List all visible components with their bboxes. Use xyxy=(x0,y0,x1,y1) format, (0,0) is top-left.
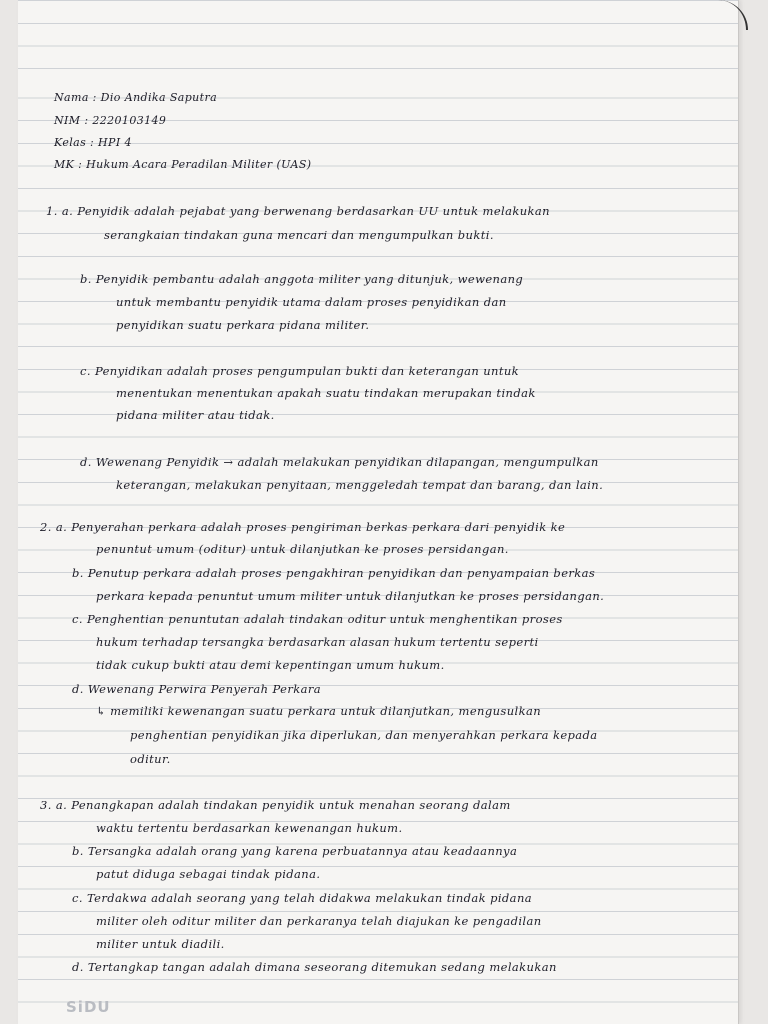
answer-line: c. Terdakwa adalah seorang yang telah didakwa melakukan tindak pidana xyxy=(72,891,533,905)
answer-line: c. Penghentian penuntutan adalah tindakan oditur untuk menghentikan proses xyxy=(72,612,563,626)
answer-line: waktu tertentu berdasarkan kewenangan hukum. xyxy=(96,821,403,835)
header-mk: MK : Hukum Acara Peradilan Militer (UAS) xyxy=(54,158,312,171)
answer-line: penuntut umum (oditur) untuk dilanjutkan ke proses persidangan. xyxy=(96,542,509,556)
notebook-logo: SiDU xyxy=(66,998,111,1016)
answer-line: b. Tersangka adalah orang yang karena perbuatannya atau keadaannya xyxy=(72,844,518,858)
answer-line: menentukan menentukan apakah suatu tindakan merupakan tindak xyxy=(116,386,536,400)
answer-line: 2. a. Penyerahan perkara adalah proses pengiriman berkas perkara dari penyidik ke xyxy=(40,520,566,534)
answer-line: d. Wewenang Perwira Penyerah Perkara xyxy=(72,682,322,696)
answer-line: serangkaian tindakan guna mencari dan mengumpulkan bukti. xyxy=(104,228,494,242)
answer-line: patut diduga sebagai tindak pidana. xyxy=(96,867,321,881)
answer-line: 3. a. Penangkapan adalah tindakan penyidik untuk menahan seorang dalam xyxy=(40,798,511,812)
answer-line: penghentian penyidikan jika diperlukan, dan menyerahkan perkara kepada xyxy=(130,728,598,742)
header-kelas: Kelas : HPI 4 xyxy=(54,136,132,149)
answer-line: d. Tertangkap tangan adalah dimana seseorang ditemukan sedang melakukan xyxy=(72,960,557,974)
page-corner xyxy=(706,0,748,30)
answer-line: d. Wewenang Penyidik → adalah melakukan penyidikan dilapangan, mengumpulkan xyxy=(80,455,599,469)
answer-line: pidana militer atau tidak. xyxy=(116,408,275,422)
header-nama: Nama : Dio Andika Saputra xyxy=(54,91,218,104)
answer-line: perkara kepada penuntut umum militer untuk dilanjutkan ke proses persidangan. xyxy=(96,589,605,603)
answer-line: c. Penyidikan adalah proses pengumpulan bukti dan keterangan untuk xyxy=(80,364,520,378)
answer-line: untuk membantu penyidik utama dalam proses penyidikan dan xyxy=(116,295,507,309)
answer-line: militer oleh oditur militer dan perkaranya telah diajukan ke pengadilan xyxy=(96,914,542,928)
answer-line: 1. a. Penyidik adalah pejabat yang berwenang berdasarkan UU untuk melakukan xyxy=(46,204,550,218)
header-nim: NIM : 2220103149 xyxy=(54,114,167,127)
answer-line: tidak cukup bukti atau demi kepentingan umum hukum. xyxy=(96,658,445,672)
answer-line: keterangan, melakukan penyitaan, menggeledah tempat dan barang, dan lain. xyxy=(116,478,604,492)
answer-line: oditur. xyxy=(130,752,171,766)
answer-line: b. Penutup perkara adalah proses pengakhiran penyidikan dan penyampaian berkas xyxy=(72,566,596,580)
answer-line: penyidikan suatu perkara pidana militer. xyxy=(116,318,370,332)
answer-line: militer untuk diadili. xyxy=(96,937,225,951)
answer-line: ↳ memiliki kewenangan suatu perkara untuk dilanjutkan, mengusulkan xyxy=(96,704,542,718)
answer-line: hukum terhadap tersangka berdasarkan alasan hukum tertentu seperti xyxy=(96,635,539,649)
answer-line: b. Penyidik pembantu adalah anggota militer yang ditunjuk, wewenang xyxy=(80,272,524,286)
